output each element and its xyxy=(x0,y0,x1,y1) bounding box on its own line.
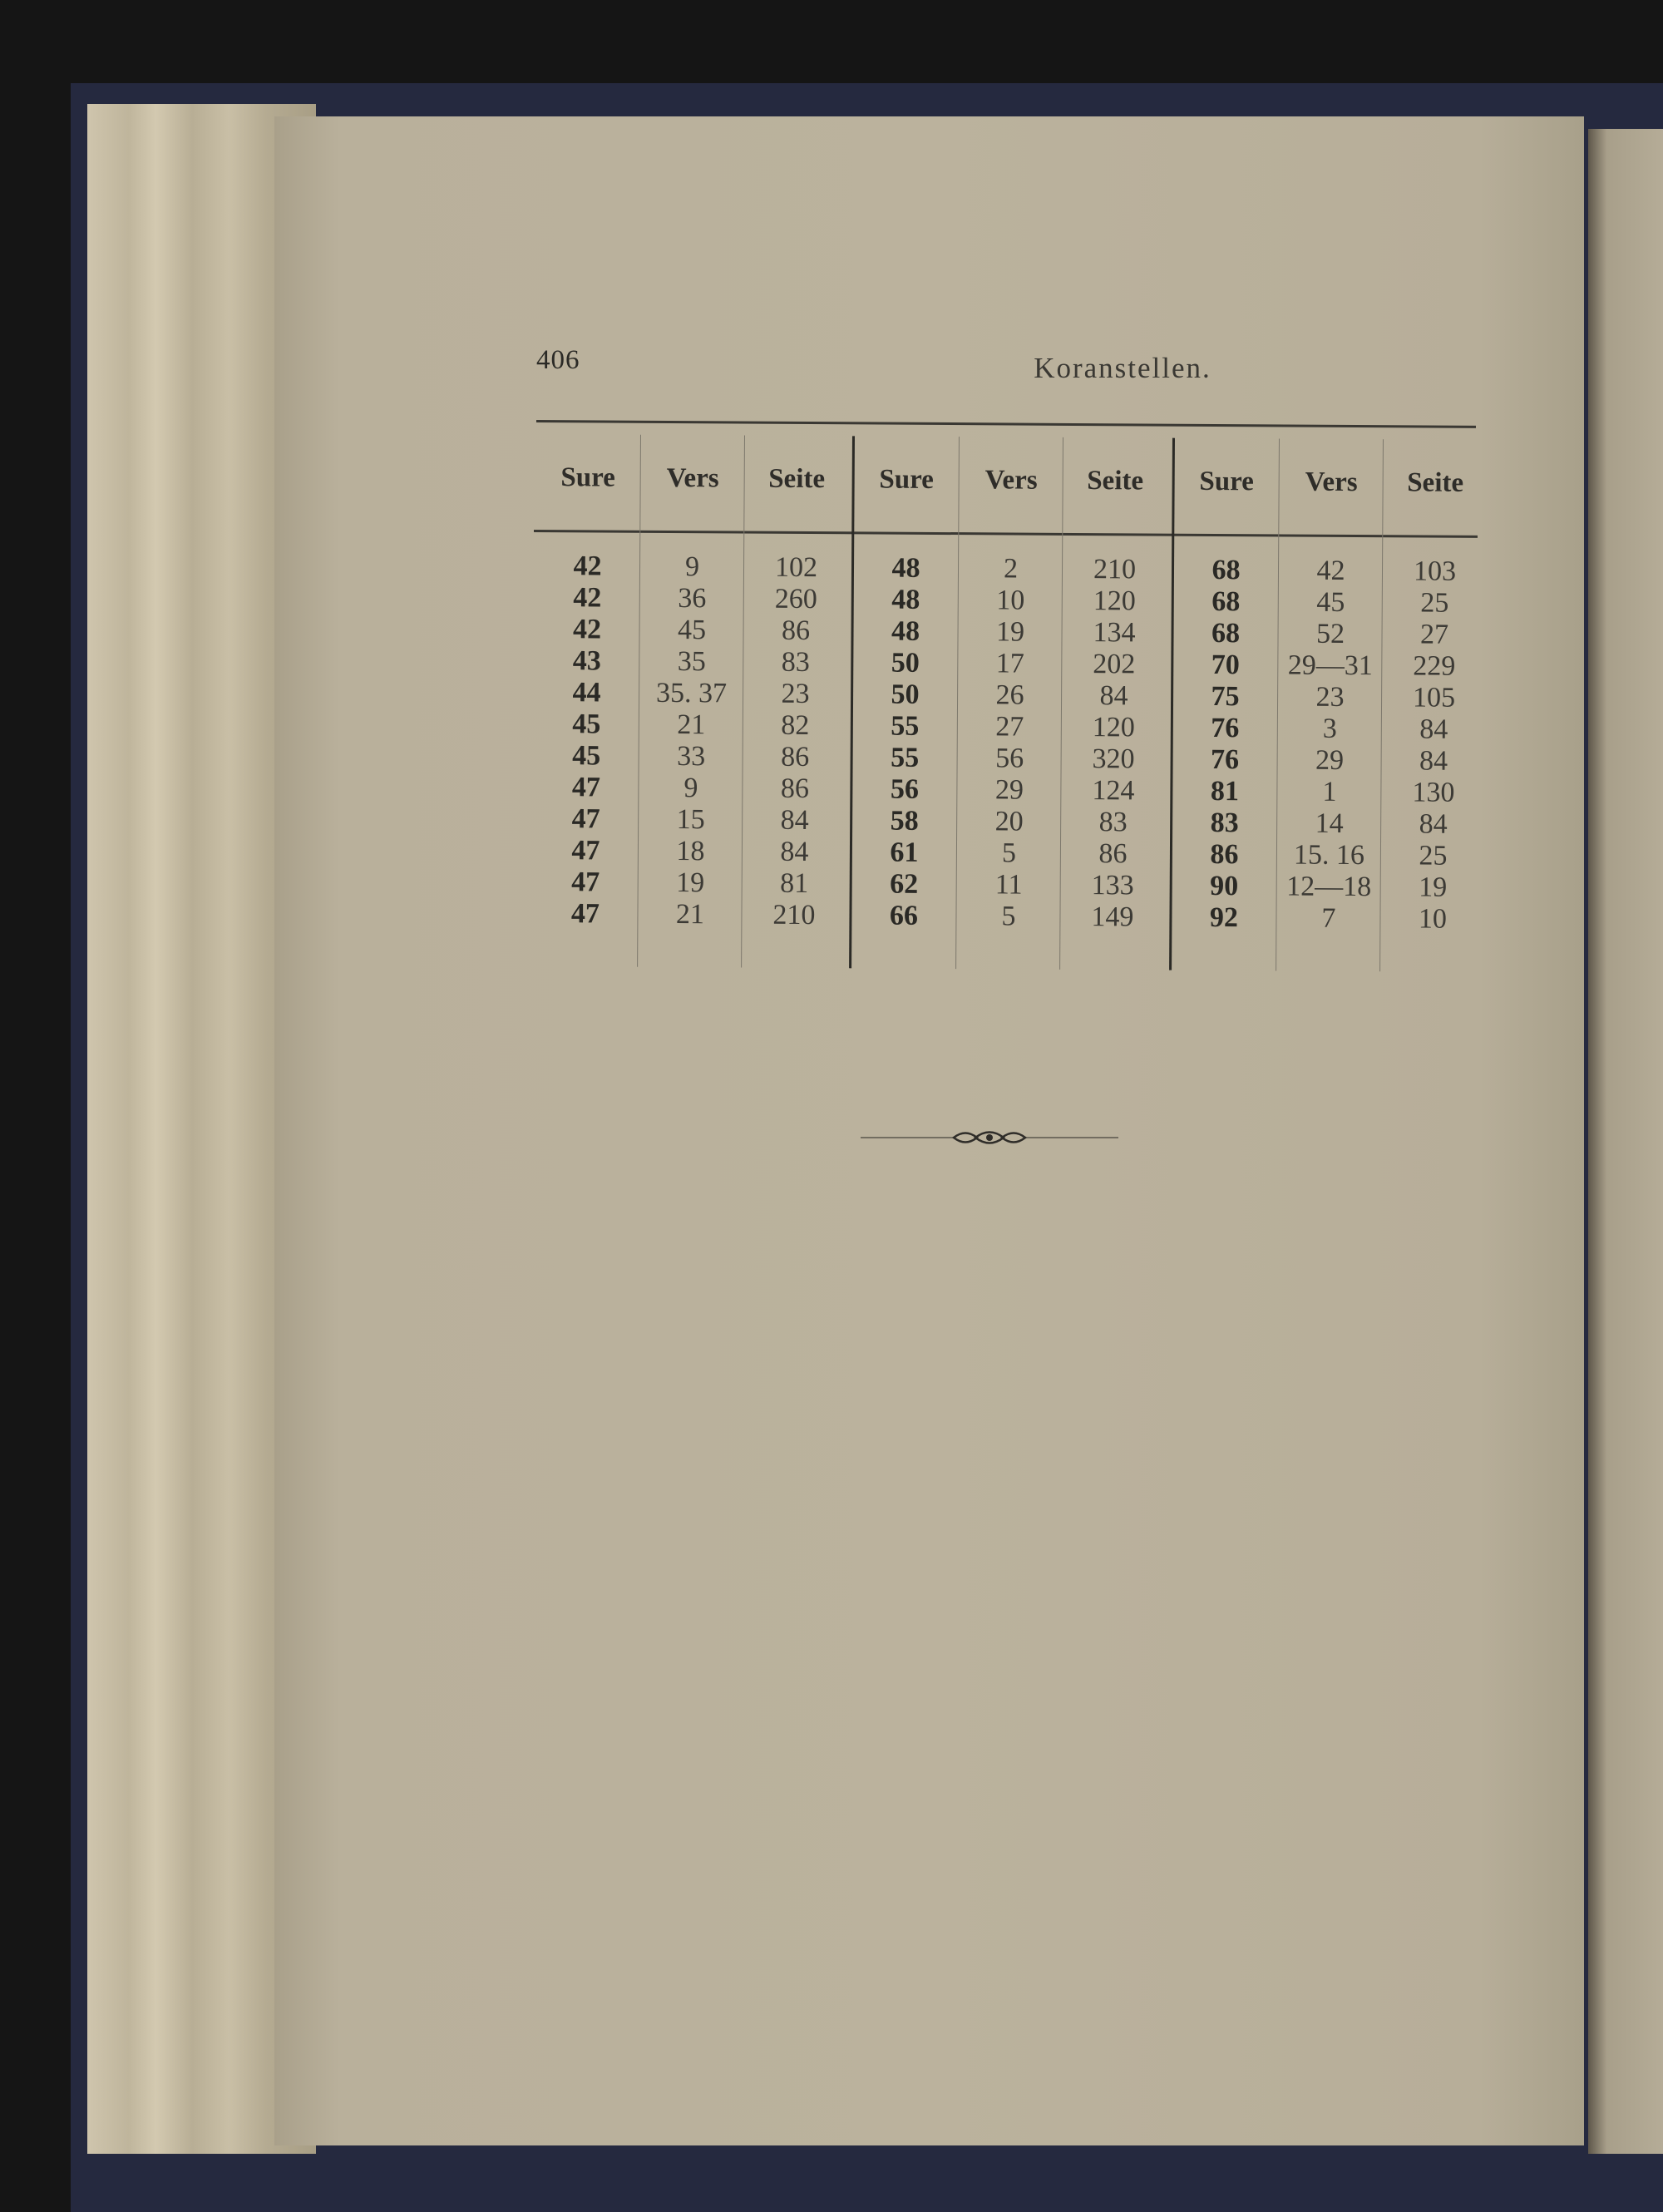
table-cell: 47 xyxy=(571,772,601,803)
table-cell: 84 xyxy=(1419,808,1448,840)
book-page xyxy=(274,116,1584,2145)
table-cell: 81 xyxy=(780,867,809,900)
table-group-2 xyxy=(849,436,1167,970)
table-cell: 25 xyxy=(1419,840,1448,871)
table-cell: 260 xyxy=(774,583,817,615)
table-cell: 47 xyxy=(570,898,600,930)
table-cell: 5 xyxy=(1001,901,1016,932)
table-cell: 29 xyxy=(1315,744,1345,776)
table-cell: 84 xyxy=(1099,680,1128,712)
column-cells xyxy=(1276,526,1383,935)
table-cell: 68 xyxy=(1211,585,1241,618)
table-cell: 52 xyxy=(1315,618,1345,649)
table-cell: 18 xyxy=(676,836,705,867)
table-cell: 48 xyxy=(891,552,920,584)
running-head: Koranstellen. xyxy=(1034,352,1211,384)
table-cell: 45 xyxy=(572,709,601,740)
column-vers xyxy=(955,437,1063,970)
table-group-1 xyxy=(533,434,848,968)
table-cell: 68 xyxy=(1211,554,1241,586)
table-cell: 23 xyxy=(781,678,810,710)
table-cell: 27 xyxy=(995,711,1024,743)
table-cell: 15. 16 xyxy=(1293,839,1365,871)
table-cell: 229 xyxy=(1413,650,1456,682)
column-seite xyxy=(1379,439,1488,972)
table-cell: 29—31 xyxy=(1287,649,1373,682)
table-cell: 26 xyxy=(995,679,1024,711)
table-cell: 76 xyxy=(1211,712,1240,744)
table-cell: 149 xyxy=(1091,901,1134,933)
top-rule xyxy=(536,420,1476,428)
column-header-seite: Seite xyxy=(768,463,826,495)
table-cell: 48 xyxy=(891,615,920,647)
table-cell: 120 xyxy=(1093,585,1136,617)
table-cell: 11 xyxy=(994,869,1023,901)
table-cell: 19 xyxy=(1419,871,1448,903)
column-seite xyxy=(1059,437,1167,970)
table-cell: 27 xyxy=(1419,619,1449,650)
table-cell: 90 xyxy=(1210,870,1239,902)
table-cell: 35 xyxy=(677,646,706,678)
page-number: 406 xyxy=(536,345,580,375)
table-cell: 55 xyxy=(891,710,920,742)
table-cell: 36 xyxy=(678,583,707,615)
column-seite xyxy=(741,436,849,969)
table-cell: 50 xyxy=(891,647,920,679)
column-vers xyxy=(1276,438,1384,971)
table-cell: 84 xyxy=(1419,713,1448,745)
table-cell: 62 xyxy=(890,868,919,900)
table-cell: 33 xyxy=(677,741,706,773)
column-cells xyxy=(1380,526,1487,936)
table-cell: 21 xyxy=(677,709,706,741)
column-header-sure: Sure xyxy=(560,462,615,493)
table-cell: 86 xyxy=(1210,838,1239,871)
table-cell: 25 xyxy=(1420,587,1449,619)
table-cell: 47 xyxy=(571,803,600,835)
column-header-sure: Sure xyxy=(879,464,934,495)
table-cell: 83 xyxy=(1098,807,1128,838)
column-header-sure: Sure xyxy=(1199,466,1254,497)
table-cell: 84 xyxy=(1419,745,1448,777)
table-cell: 2 xyxy=(1003,553,1019,585)
table-cell: 102 xyxy=(774,551,818,584)
table-cell: 14 xyxy=(1315,807,1344,839)
table-cell: 83 xyxy=(781,646,810,679)
table-cell: 86 xyxy=(781,741,810,773)
table-cell: 45 xyxy=(677,615,707,646)
table-cell: 1 xyxy=(1322,776,1337,807)
table-cell: 120 xyxy=(1092,712,1135,743)
table-cell: 84 xyxy=(780,804,809,837)
table-cell: 10 xyxy=(996,585,1025,616)
table-cell: 134 xyxy=(1093,617,1136,649)
table-group-3 xyxy=(1169,438,1487,972)
column-cells xyxy=(1060,525,1167,934)
table-cell: 23 xyxy=(1315,681,1345,713)
column-cells xyxy=(638,522,744,931)
index-table xyxy=(536,434,1476,935)
table-cell: 81 xyxy=(1210,775,1240,807)
column-cells xyxy=(533,521,639,931)
table-cell: 48 xyxy=(891,584,920,615)
column-header-vers: Vers xyxy=(666,462,719,494)
table-cell: 19 xyxy=(676,867,705,899)
table-cell: 44 xyxy=(572,677,601,709)
table-cell: 42 xyxy=(1316,555,1345,586)
table-cell: 21 xyxy=(675,899,705,931)
table-cell: 29 xyxy=(994,774,1024,806)
table-cell: 35. 37 xyxy=(655,677,728,709)
table-cell: 75 xyxy=(1211,680,1240,713)
column-header-vers: Vers xyxy=(984,465,1038,496)
table-cell: 42 xyxy=(572,614,602,645)
table-cell: 17 xyxy=(995,648,1024,679)
table-cell: 210 xyxy=(772,899,816,931)
table-cell: 58 xyxy=(890,805,919,837)
table-cell: 133 xyxy=(1091,870,1134,901)
table-cell: 55 xyxy=(891,742,920,773)
table-cell: 3 xyxy=(1322,713,1337,744)
column-cells xyxy=(1172,526,1278,935)
table-cell: 86 xyxy=(1098,838,1128,870)
table-cell: 202 xyxy=(1093,649,1136,680)
table-cell: 47 xyxy=(571,835,600,867)
table-cell: 130 xyxy=(1412,777,1455,808)
table-cell: 70 xyxy=(1211,649,1240,681)
table-cell: 66 xyxy=(889,900,919,931)
table-cell: 10 xyxy=(1418,903,1448,935)
ornament-divider-icon xyxy=(861,1125,1118,1150)
table-cell: 56 xyxy=(995,743,1024,774)
table-cell: 7 xyxy=(1321,902,1336,934)
table-cell: 45 xyxy=(572,740,601,772)
column-sure xyxy=(533,434,640,967)
table-cell: 20 xyxy=(994,806,1024,837)
table-cell: 61 xyxy=(890,837,919,868)
table-cell: 76 xyxy=(1211,743,1240,776)
table-cell: 86 xyxy=(781,615,811,647)
table-cell: 92 xyxy=(1209,901,1239,934)
column-header-vers: Vers xyxy=(1305,467,1358,498)
table-cell: 19 xyxy=(995,616,1025,648)
table-cell: 43 xyxy=(572,645,601,677)
table-cell: 9 xyxy=(683,773,698,804)
table-cell: 83 xyxy=(1210,807,1239,839)
column-header-seite: Seite xyxy=(1087,466,1144,496)
table-cell: 86 xyxy=(780,773,810,805)
table-cell: 82 xyxy=(781,709,810,742)
table-cell: 12—18 xyxy=(1286,871,1372,903)
column-cells xyxy=(956,524,1063,933)
table-cell: 103 xyxy=(1413,555,1457,587)
table-cell: 42 xyxy=(573,551,602,582)
table-cell: 84 xyxy=(780,836,809,868)
table-cell: 47 xyxy=(571,867,600,898)
column-cells xyxy=(851,523,958,932)
table-cell: 210 xyxy=(1093,554,1137,585)
column-vers xyxy=(637,435,745,968)
table-cell: 320 xyxy=(1092,743,1135,775)
table-cell: 15 xyxy=(676,804,705,836)
table-cell: 105 xyxy=(1412,682,1456,713)
table-cell: 56 xyxy=(890,773,920,805)
table-cell: 68 xyxy=(1211,617,1241,649)
table-cell: 9 xyxy=(684,551,700,583)
column-header-seite: Seite xyxy=(1407,467,1464,498)
table-cell: 42 xyxy=(573,582,602,614)
table-cell: 124 xyxy=(1092,775,1135,807)
column-sure xyxy=(851,436,959,969)
table-cell: 50 xyxy=(891,679,920,710)
column-cells xyxy=(742,523,848,932)
table-cell: 5 xyxy=(1001,837,1017,869)
column-sure xyxy=(1172,438,1279,971)
table-cell: 45 xyxy=(1316,586,1345,618)
facing-page xyxy=(1588,129,1663,2154)
